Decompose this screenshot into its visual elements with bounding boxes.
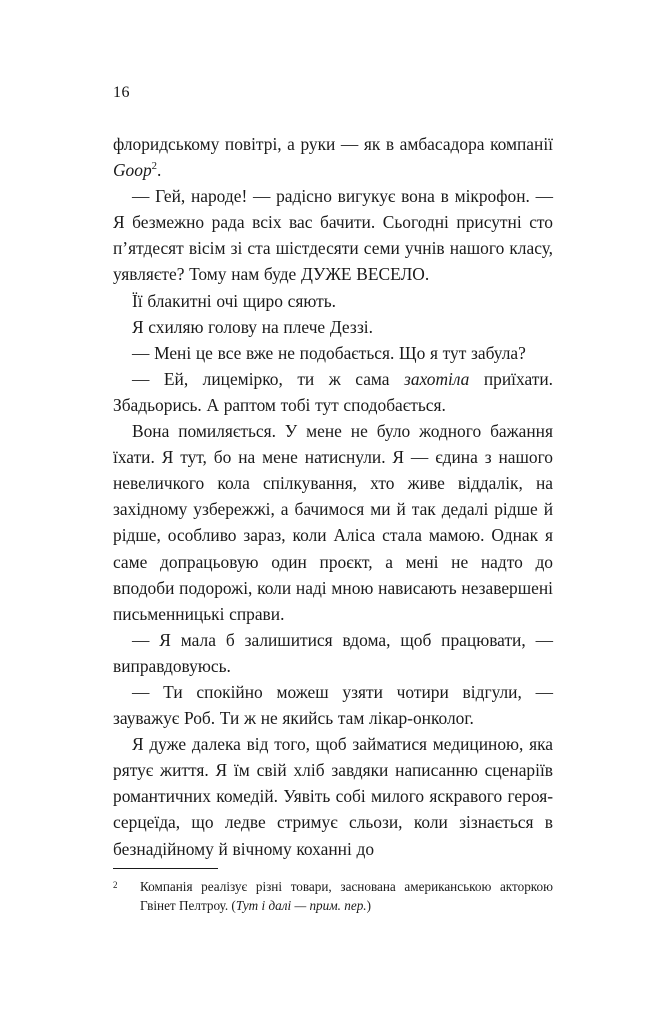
paragraph: [113, 314, 553, 340]
text-run: Я схиляю голову на плече Деззі.: [132, 316, 373, 337]
footnote-item: [113, 878, 553, 915]
text-run: флоридському повітрі, а руки — як в амбасадора компанії: [113, 134, 553, 154]
text-run: Компанія реалізує різні товари, заснована американською акторкою Гвінет Пелтроу. (: [140, 879, 553, 913]
text-run: — Я мала б залишитися вдома, щоб працювати, — виправдовуюсь.: [113, 629, 553, 676]
paragraph: [113, 731, 553, 861]
paragraph: [113, 418, 553, 627]
text-run: — Гей, народе! — радісно вигукує вона в мікрофон. — Я безмежно рада всіх вас бачити. Сьогодні присутні сто п’ятдесят вісім зі ста шістдесяти семи учнів нашого класу, уявляєте? Тому нам буде ДУЖЕ ВЕСЕЛО.: [113, 186, 553, 285]
body-text-block: [113, 131, 553, 862]
text-run: — Ти спокійно можеш узяти чотири відгули, — зауважує Роб. Ти ж не якийсь там лікар-онколог.: [113, 681, 553, 729]
paragraph: [113, 366, 553, 418]
footnote-list: [113, 878, 553, 915]
italic-run: захотіла: [404, 368, 470, 389]
text-run: Її блакитні очі щиро сяють.: [132, 290, 336, 311]
footnote-reference: 2: [151, 160, 158, 173]
paragraph: [113, 340, 553, 366]
paragraph: [113, 183, 553, 287]
text-run: — Мені це все вже не подобається. Що я тут забула?: [132, 342, 526, 363]
footnote-marker: 2: [113, 880, 118, 890]
footnote-area: [113, 868, 553, 915]
page-number: 16: [113, 84, 130, 101]
text-run: Вона помиляється. У мене не було жодного бажання їхати. Я тут, бо на мене натиснули. Я — єдина з нашого невеличкого кола спілкування, хто живе віддалік, на західному узбережжі, а бачимося ми й так дедалі рідше й рідше, особливо зараз, коли Аліса стала мамою. Однак я саме допрацьовую один проєкт, а мені не надто до вподоби подорожі, коли наді мною нависають незавершені письменницькі справи.: [113, 421, 553, 624]
paragraph: [113, 131, 553, 183]
text-run: .: [157, 160, 162, 181]
footnote-separator-rule: [113, 868, 218, 869]
paragraph: [113, 679, 553, 731]
text-run: — Ей, лицемірко, ти ж сама: [132, 368, 405, 389]
text-run: Я дуже далека від того, щоб займатися медициною, яка рятує життя. Я їм свій хліб завдяки написанню сценаріїв романтичних комедій. Уявіть собі милого яскравого героя-серцеїда, що ледве стримує сльози, коли зізнається в безнадійному й вічному коханні до: [113, 734, 553, 859]
paragraph: [113, 627, 553, 679]
text-run: ): [366, 897, 371, 913]
italic-run: Тут і далі — прим. пер.: [235, 897, 367, 913]
italic-run: Goop: [113, 160, 152, 181]
text-run: приїхати. Збадьорись. А раптом тобі тут сподобається.: [113, 368, 554, 415]
paragraph: [113, 288, 553, 314]
